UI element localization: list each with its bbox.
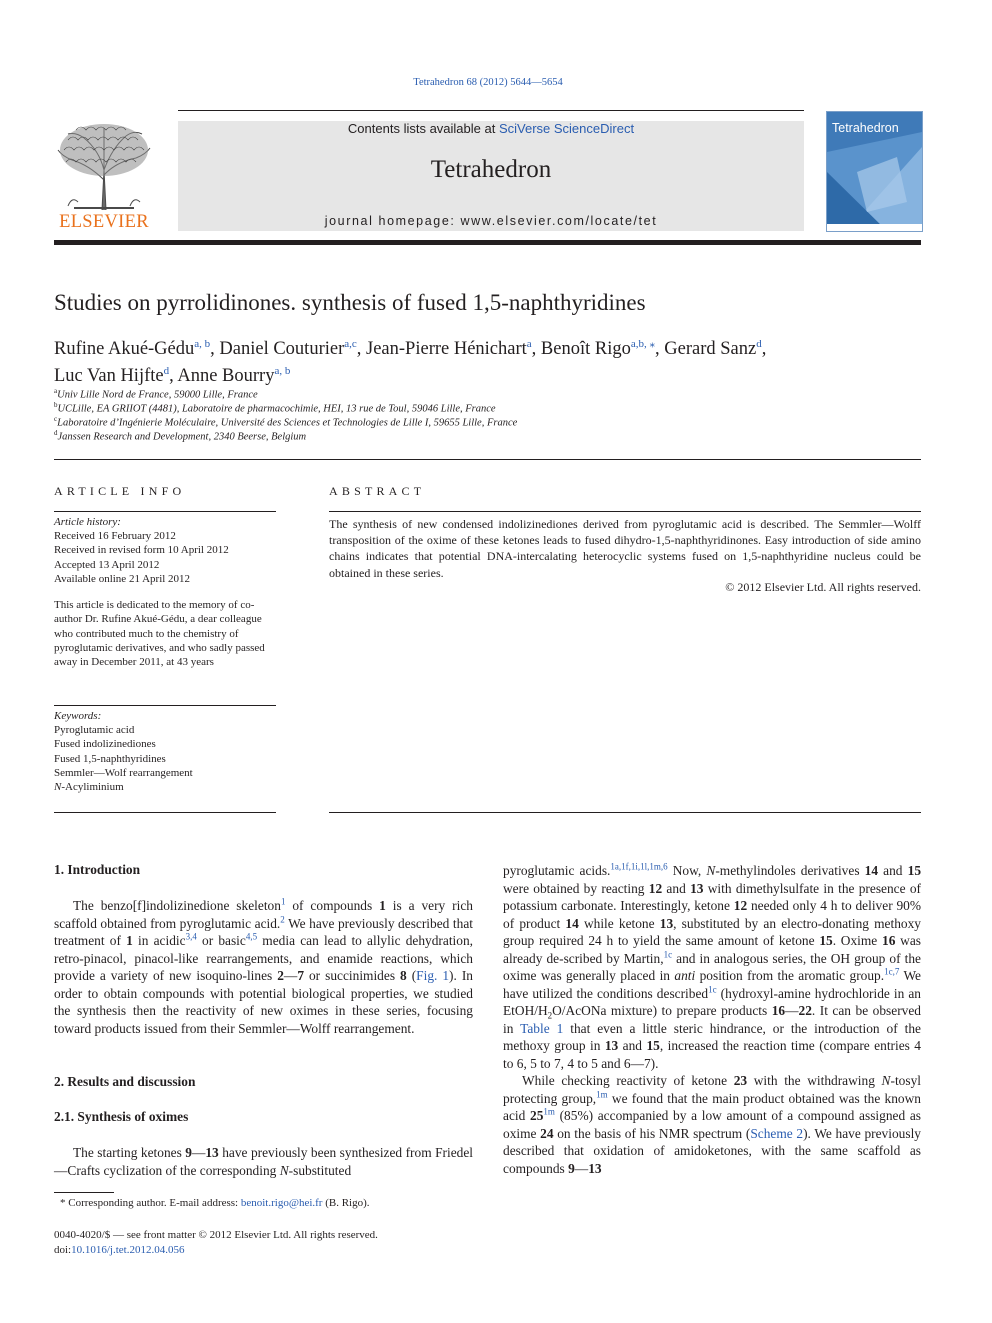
front-matter-line: 0040-4020/$ — see front matter © 2012 Elsevier Ltd. All rights reserved. [54, 1229, 378, 1241]
keyword: Semmler—Wolf rearrangement [54, 766, 193, 779]
author-affiliation-marker[interactable]: a, b [194, 338, 211, 350]
divider [54, 511, 276, 512]
copyright: © 2012 Elsevier Ltd. All rights reserved. [725, 580, 921, 594]
article-title: Studies on pyrrolidinones. synthesis of fused 1,5-naphthyridines [54, 290, 646, 315]
history-item: Received 16 February 2012 [54, 530, 176, 543]
author-affiliation-marker[interactable]: a, b [274, 365, 291, 378]
affiliation-c: $^c$Laboratoire d’Ingénierie Moléculaire, Université des Sciences et Technologies de Lille I, 59655 Lille, France [54, 415, 518, 429]
journal-title: Tetrahedron [430, 156, 552, 183]
history-label: Article history: [54, 516, 121, 528]
author-name[interactable]: Luc Van Hijfte [54, 366, 164, 387]
doi-link[interactable]: 10.1016/j.tet.2012.04.056 [71, 1243, 185, 1256]
author-name[interactable]: Anne Bourry [177, 366, 275, 387]
footnote-divider [54, 1192, 114, 1193]
author-name[interactable]: Benoît Rigo [540, 339, 631, 360]
author-separator: , [210, 339, 220, 360]
publisher-wordmark: ELSEVIER [59, 212, 149, 232]
dedication-note: This article is dedicated to the memory of co-author Dr. Rufine Akué-Gédu, a dear colleague who contributed much to the chemistry of pyroglutamic derivatives, and who sadly passed away in December 2011, at 43 years [54, 599, 265, 669]
homepage-url-link[interactable]: www.elsevier.com/locate/tet [460, 214, 658, 228]
section-heading-introduction: 1. Introduction [54, 862, 141, 877]
author-separator: , [169, 366, 178, 387]
keyword: Fused 1,5-naphthyridines [54, 752, 166, 765]
sciencedirect-link[interactable]: SciVerse ScienceDirect [498, 121, 635, 136]
journal-cover-image [826, 111, 923, 232]
section-heading-results: 2. Results and discussion [54, 1074, 196, 1089]
divider [54, 812, 276, 813]
homepage-line [178, 214, 804, 228]
contents-line [178, 121, 804, 136]
keyword: N-Acyliminium [54, 781, 124, 794]
divider [329, 511, 921, 512]
section-heading-oximes: 2.1. Synthesis of oximes [54, 1109, 189, 1124]
affiliation-a: $^a$Univ Lille Nord de France, 59000 Lille, France [54, 387, 258, 401]
abstract-heading: ABSTRACT [329, 484, 426, 498]
divider [329, 812, 921, 813]
divider [178, 110, 804, 111]
keywords [54, 709, 276, 794]
article-history [54, 515, 276, 586]
author-affiliation-marker[interactable]: a,c [344, 338, 357, 350]
author-name[interactable]: Gerard Sanz [664, 339, 757, 360]
author-separator: , [655, 339, 665, 360]
author-affiliation-marker[interactable]: d [756, 338, 762, 350]
contents-prefix: Contents lists available at [347, 121, 499, 136]
oximes-paragraph: The starting ketones 9—13 have previously been synthesized from Friedel—Crafts cyclization of the corresponding N-substituted [54, 1145, 474, 1178]
divider [54, 459, 921, 460]
author-email-link[interactable]: benoit.rigo@hei.fr [240, 1197, 323, 1209]
keywords-label: Keywords: [54, 710, 102, 722]
history-item: Received in revised form 10 April 2012 [54, 544, 229, 557]
history-item: Available online 21 April 2012 [54, 572, 191, 585]
article-info-heading: ARTICLE INFO [54, 484, 186, 498]
citation-link[interactable]: Tetrahedron 68 (2012) 5644—5654 [413, 77, 563, 88]
divider [54, 705, 276, 706]
intro-paragraph: The benzo[f]indolizinedione skeleton$^1$ of compounds 1 is a very rich scaffold obtained from pyroglutamic acid.$^2$ We have previously described that treatment of 1 in acidic$^{3,4}$ or basic$^{4,5}$ media can lead to allylic dehydration, retro-pinacol, pinacol-like rearrangements, and enamide reactions, which provide a variety of new isoquino-lines 2—7 or succinimides 8 (Fig. 1). In order to obtain compounds with potential biological properties, we studied the synthesis then the reactivity of new oximes in these series, focusing toward products issued from their Semmler—Wolff rearrangement. [54, 896, 474, 1036]
oximes-paragraph-continued: pyroglutamic acids.$^{1a,1f,1i,1l,1m,6}$ Now, N-methylindoles derivatives 14 and 15 were obtained by reacting 12 and 13 with dimethylsulfate in the presence of potassium carbonate. Interestingly, ketone 12 needed only 4 h to deliver 90% of product 14 while ketone 13, substituted by an electro-donating methoxy group required 24 h to yield the same amount of ketone 15. Oxime 16 was already de-scribed by Martin,$^{1c}$ and in analogous series, the OH group of the oxime was generally placed in anti position from the aromatic group.$^{1c,7}$ We have utilized the conditions described$^{1c}$ (hydroxyl-amine hydrochloride in an EtOH/$H_2O$/AcONa mixture) to prepare products 16—22. It can be observed in Table 1 that even a little steric hindrance, or the introduction of the methoxy group in 13 and 15, increased the reaction time (compare entries 4 to 6, 5 to 7, 4 to 5 and 6—7). While checking reactivity of ketone 23 with the withdrawing N-tosyl protecting group,$^{1m}$ we found that the main product obtained was the known acid $25^{1m}$ (85%) accompanied by a low amount of a compound assigned as oxime 24 on the basis of his NMR spectrum (Scheme 2). We have previously described that oxidation of amidoketones, with the same scaffold as compounds 9—13 [503, 861, 922, 1176]
author-affiliation-marker[interactable]: a [526, 338, 532, 350]
author-name[interactable]: Rufine Akué-Gédu [54, 339, 195, 360]
affiliation-b: $^b$UCLille, EA GRIIOT (4481), Laboratoire de pharmacochimie, HEI, 13 rue de Toul, 59046 Lille, France [54, 401, 496, 415]
cover-title: Tetrahedron [832, 121, 899, 135]
keyword: Fused indolizinediones [54, 738, 156, 751]
author-affiliation-marker[interactable]: a,b, ⁎ [630, 338, 655, 350]
author-separator: , [356, 339, 367, 360]
author-name[interactable]: Daniel Couturier [219, 339, 345, 360]
keyword: Pyroglutamic acid [54, 724, 135, 737]
author-affiliation-marker[interactable]: d [163, 365, 170, 378]
front-matter [54, 1228, 378, 1257]
author-separator: , [761, 339, 767, 360]
author-name[interactable]: Jean-Pierre Hénichart [366, 339, 527, 360]
footnote-prefix: * Corresponding author. E-mail address: [60, 1197, 241, 1209]
history-item: Accepted 13 April 2012 [54, 558, 160, 571]
author-list [54, 333, 914, 387]
doi-line: doi:10.1016/j.tet.2012.04.056 [54, 1243, 185, 1256]
corresponding-author-footnote [60, 1197, 370, 1209]
abstract-text: The synthesis of new condensed indolizinediones derived from pyroglutamic acid is described. The Semmler—Wolff transposition of the oxime of these ketones leads to fused dihydro-1,5-naphthyridinones. Easy introduction of side amino chains indicates that potential DNA-intercalating heterocyclic systems fused on 1,5-naphthyridine nucleus could be obtained in these series. [329, 517, 921, 580]
affiliation-d: $^d$Janssen Research and Development, 2340 Beerse, Belgium [54, 429, 307, 443]
divider [54, 240, 921, 245]
homepage-prefix: journal homepage: [324, 214, 461, 228]
author-separator: , [531, 339, 541, 360]
footnote-suffix: (B. Rigo). [322, 1197, 370, 1209]
